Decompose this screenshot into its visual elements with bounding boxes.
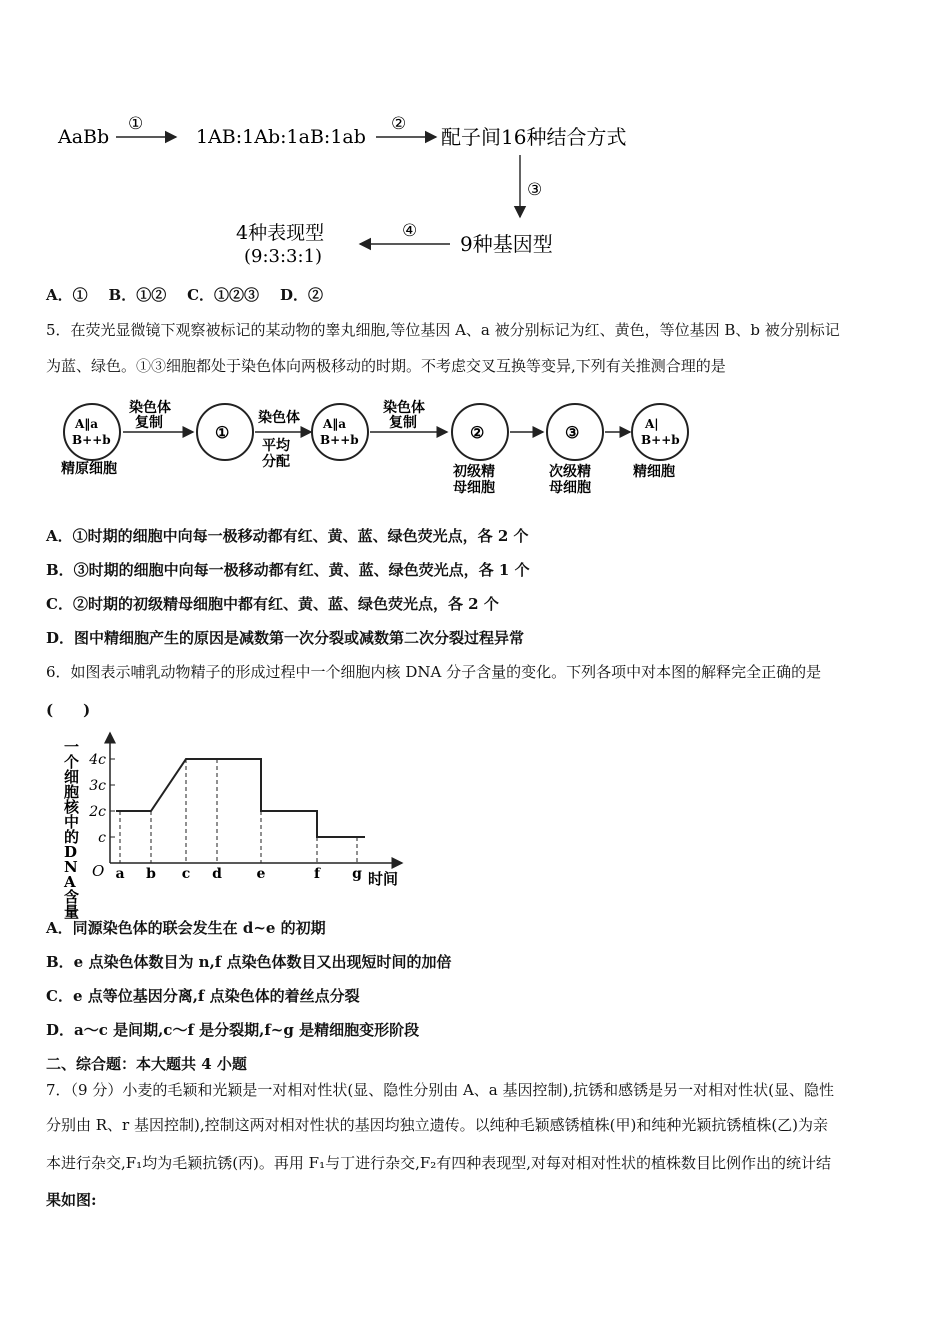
phenotypes-label: 4种表现型 bbox=[236, 222, 325, 244]
y-axis-label-char: 含 bbox=[64, 888, 80, 906]
q4-option-d: D．② bbox=[279, 286, 323, 304]
x-tick-label: a bbox=[115, 866, 125, 882]
arrow2-b2: 分配 bbox=[262, 454, 290, 470]
q5-option-a: A．①时期的细胞中向每一极移动都有红、黄、蓝、绿色荧光点，各 2 个 bbox=[46, 527, 529, 545]
cell3-l1: 初级精 bbox=[453, 464, 495, 480]
x-tick-label: d bbox=[212, 866, 222, 882]
step-1-label: ① bbox=[128, 114, 144, 134]
q6-option-a: A．同源染色体的联会发生在 d~e 的初期 bbox=[46, 919, 326, 937]
cell3-label: ② bbox=[470, 423, 485, 442]
q6-stem: 6．如图表示哺乳动物精子的形成过程中一个细胞内核 DNA 分子含量的变化。下列各项中对本图的解释完全正确的是 bbox=[46, 663, 822, 681]
y-axis-label bbox=[63, 738, 80, 921]
step-2-label: ② bbox=[391, 114, 407, 134]
cell4-l2: 母细胞 bbox=[549, 480, 591, 496]
meiosis-cell-diagram bbox=[55, 390, 705, 505]
y-axis-label-char: N bbox=[64, 858, 78, 876]
phenotype-ratio: (9:3:3:1) bbox=[244, 246, 323, 267]
y-axis-label-char: 量 bbox=[64, 903, 80, 921]
y-tick-label: 3c bbox=[89, 778, 106, 794]
q7-line3: 本进行杂交,F₁均为毛颖抗锈(丙)。再用 F₁与丁进行杂交,F₂有四种表现型,对每对相对性状的植株数目比例作出的统计结 bbox=[46, 1154, 832, 1172]
x-axis-label: 时间 bbox=[368, 870, 399, 888]
cell2-bottom: B++b bbox=[320, 433, 359, 447]
arrow2-top: 染色体 bbox=[258, 410, 300, 426]
y-axis-label-char: 胞 bbox=[64, 783, 80, 801]
q5-option-d: D．图中精细胞产生的原因是减数第一次分裂或减数第二次分裂过程异常 bbox=[46, 629, 525, 647]
cell0-bottom: B++b bbox=[72, 433, 111, 447]
cell5-bottom: B++b bbox=[641, 433, 680, 447]
arrow2-b1: 平均 bbox=[262, 438, 290, 454]
cell4-label: ③ bbox=[565, 423, 580, 442]
y-tick-label: 4c bbox=[89, 752, 106, 768]
dna-content-chart bbox=[40, 728, 420, 921]
origin-label: O bbox=[92, 862, 105, 880]
arrow1-bottom: 复制 bbox=[135, 415, 163, 431]
q4-options bbox=[46, 285, 323, 305]
genetics-flow-diagram bbox=[50, 105, 670, 275]
cell5-label: 精细胞 bbox=[633, 464, 675, 480]
x-tick-label: f bbox=[313, 866, 321, 882]
cell1-label: ① bbox=[215, 423, 230, 442]
q4-option-c: C．①②③ bbox=[187, 286, 260, 304]
cell5-top: A| bbox=[645, 417, 659, 431]
q4-option-b: B．①② bbox=[108, 286, 167, 304]
gametes-ratio: 1AB:1Ab:1aB:1ab bbox=[196, 126, 366, 148]
x-tick-label: g bbox=[352, 866, 362, 882]
cell0-top: A‖a bbox=[75, 417, 99, 431]
q6-option-c: C．e 点等位基因分离,f 点染色体的着丝点分裂 bbox=[46, 987, 360, 1005]
step-4-label: ④ bbox=[402, 221, 418, 241]
x-tick-label: b bbox=[146, 866, 156, 882]
cell0-label: 精原细胞 bbox=[61, 461, 117, 477]
y-axis-label-char: 中 bbox=[64, 813, 80, 831]
y-axis-label-char: 的 bbox=[64, 828, 80, 846]
genotypes-9-label: 9种基因型 bbox=[460, 232, 553, 256]
y-axis-label-char: 细 bbox=[64, 768, 80, 786]
sperm-cell bbox=[632, 404, 688, 460]
arrow3-bottom: 复制 bbox=[389, 415, 417, 431]
q7-line4: 果如图: bbox=[46, 1191, 97, 1209]
q5-stem-line2: 为蓝、绿色。①③细胞都处于染色体向两极移动的时期。不考虑交叉互换等变异,下列有关推测合理的是 bbox=[46, 357, 726, 375]
cell2-top: A‖a bbox=[323, 417, 347, 431]
q5-option-b: B．③时期的细胞中向每一极移动都有红、黄、蓝、绿色荧光点，各 1 个 bbox=[46, 561, 530, 579]
q4-option-a: A．① bbox=[46, 286, 88, 304]
q6-option-b: B．e 点染色体数目为 n,f 点染色体数目又出现短时间的加倍 bbox=[46, 953, 452, 971]
q5-stem-line1: 5．在荧光显微镜下观察被标记的某动物的睾丸细胞,等位基因 A、a 被分别标记为红、黄色，等位基因 B、b 被分别标记 bbox=[46, 321, 840, 339]
q5-option-c: C．②时期的初级精母细胞中都有红、黄、蓝、绿色荧光点，各 2 个 bbox=[46, 595, 499, 613]
q6-option-d: D．a～c 是间期,c～f 是分裂期,f~g 是精细胞变形阶段 bbox=[46, 1021, 420, 1039]
spermatogonium-cell bbox=[64, 404, 120, 460]
y-axis-label-char: A bbox=[64, 873, 76, 891]
q6-paren: ( ) bbox=[46, 701, 91, 719]
y-tick-label: c bbox=[98, 830, 106, 846]
section-heading: 二、综合题：本大题共 4 小题 bbox=[46, 1055, 247, 1073]
cell-2 bbox=[312, 404, 368, 460]
y-tick-label: 2c bbox=[89, 804, 106, 820]
step-3-label: ③ bbox=[527, 180, 543, 200]
combos-label: 配子间16种结合方式 bbox=[441, 125, 627, 149]
q7-line2: 分别由 R、r 基因控制),控制这两对相对性状的基因均独立遗传。以纯种毛颖感锈植株(甲)和纯种光颖抗锈植株(乙)为亲 bbox=[46, 1116, 829, 1134]
dashed-guides bbox=[120, 759, 357, 863]
y-axis-label-char: D bbox=[64, 843, 78, 861]
arrow3-top: 染色体 bbox=[383, 400, 425, 416]
genotype-label: AaBb bbox=[58, 126, 110, 148]
y-axis-label-char: 核 bbox=[64, 798, 80, 816]
cell4-l1: 次级精 bbox=[549, 464, 591, 480]
dna-series-line bbox=[116, 759, 365, 837]
arrow1-top: 染色体 bbox=[129, 400, 171, 416]
q7-line1: 7．（9 分）小麦的毛颖和光颖是一对相对性状(显、隐性分别由 A、a 基因控制),抗锈和感锈是另一对相对性状(显、隐性 bbox=[46, 1081, 834, 1099]
cell3-l2: 母细胞 bbox=[453, 480, 495, 496]
x-tick-label: c bbox=[181, 866, 191, 882]
y-axis-label-char: 一 bbox=[64, 738, 80, 756]
x-tick-label: e bbox=[256, 866, 266, 882]
y-axis-label-char: 个 bbox=[64, 753, 80, 771]
